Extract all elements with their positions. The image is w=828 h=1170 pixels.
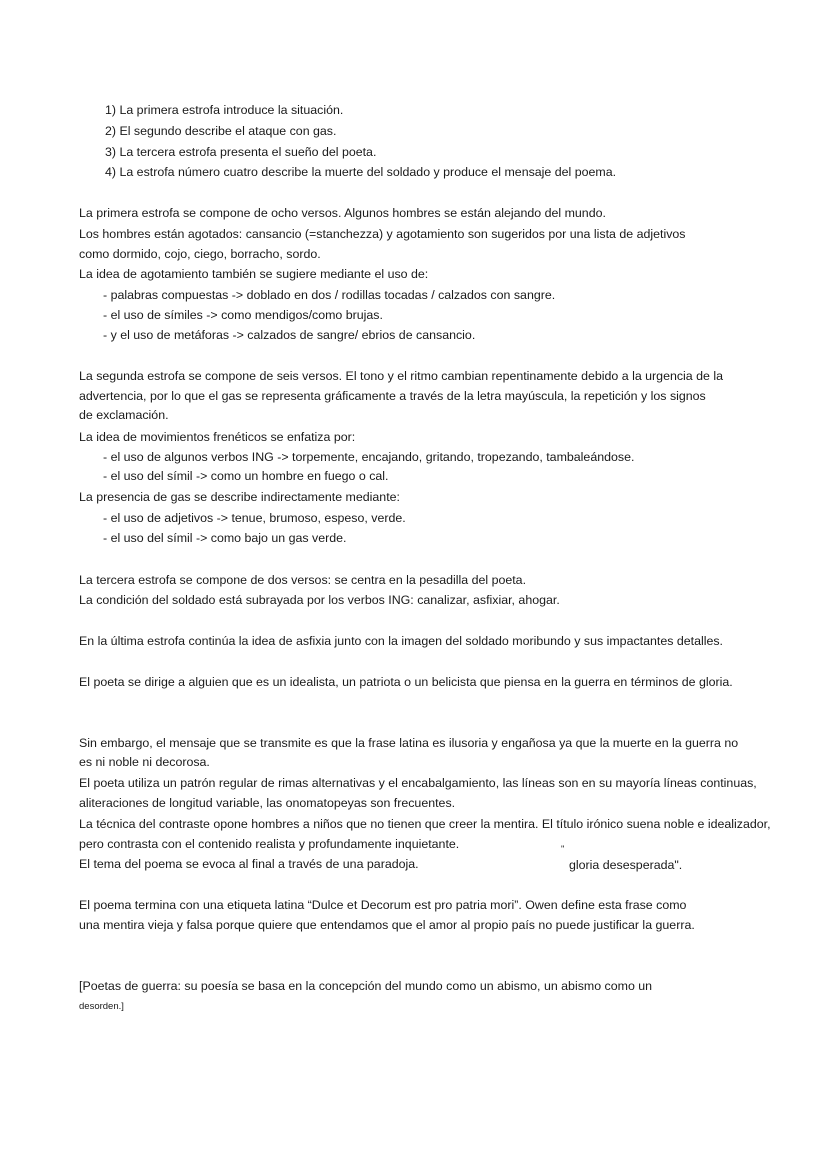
- paragraph-line: La tercera estrofa se compone de dos versos: se centra en la pesadilla del poeta.: [79, 573, 527, 587]
- paragraph-line: una mentira vieja y falsa porque quiere que entendamos que el amor al propio país no puede justificar la guerra.: [79, 918, 695, 932]
- summary-item-3: 3) La tercera estrofa presenta el sueño del poeta.: [105, 145, 377, 159]
- quote-tail: gloria desesperada".: [569, 858, 683, 872]
- paragraph-line: La segunda estrofa se compone de seis versos. El tono y el ritmo cambian repentinamente debido a la urgencia de la: [79, 369, 724, 383]
- paragraph-line: advertencia, por lo que el gas se representa gráficamente a través de la letra mayúscula, la repetición y los signos: [79, 389, 706, 403]
- summary-item-4: 4) La estrofa número cuatro describe la muerte del soldado y produce el mensaje del poema.: [105, 165, 617, 179]
- paragraph-line: de exclamación.: [79, 408, 169, 422]
- paragraph-line: La presencia de gas se describe indirectamente mediante:: [79, 490, 400, 504]
- summary-item-2: 2) El segundo describe el ataque con gas.: [105, 124, 337, 138]
- paragraph-line: La condición del soldado está subrayada por los verbos ING: canalizar, asfixiar, ahogar.: [79, 593, 560, 607]
- paragraph-line: La técnica del contraste opone hombres a niños que no tienen que creer la mentira. El título irónico suena noble e idealizador,: [79, 817, 771, 831]
- bullet-item: - el uso del símil -> como un hombre en fuego o cal.: [103, 469, 389, 483]
- paragraph-line: La idea de agotamiento también se sugiere mediante el uso de:: [79, 267, 429, 281]
- paragraph-line: La idea de movimientos frenéticos se enfatiza por:: [79, 430, 356, 444]
- paragraph-line: [Poetas de guerra: su poesía se basa en la concepción del mundo como un abismo, un abismo como un: [79, 979, 653, 993]
- paragraph-line-small: desorden.]: [79, 1001, 124, 1012]
- paragraph-line: como dormido, cojo, ciego, borracho, sordo.: [79, 247, 321, 261]
- bullet-item: - el uso de algunos verbos ING -> torpemente, encajando, gritando, tropezando, tambaleándose.: [103, 450, 635, 464]
- paragraph-line: La primera estrofa se compone de ocho versos. Algunos hombres se están alejando del mundo.: [79, 206, 606, 220]
- paragraph-line: pero contrasta con el contenido realista y profundamente inquietante.: [79, 837, 460, 851]
- paragraph-line: Sin embargo, el mensaje que se transmite es que la frase latina es ilusoria y engañosa ya que la muerte en la guerra no: [79, 736, 739, 750]
- paragraph-line: El poema termina con una etiqueta latina “Dulce et Decorum est pro patria mori”. Owen define esta frase como: [79, 898, 687, 912]
- bullet-item: - el uso de símiles -> como mendigos/como brujas.: [103, 308, 383, 322]
- paragraph-line: El tema del poema se evoca al final a través de una paradoja.: [79, 857, 419, 871]
- bullet-item: - el uso del símil -> como bajo un gas verde.: [103, 531, 347, 545]
- summary-item-1: 1) La primera estrofa introduce la situación.: [105, 103, 344, 117]
- paragraph-line: El poeta se dirige a alguien que es un idealista, un patriota o un belicista que piensa en la guerra en términos de gloria.: [79, 675, 733, 689]
- paragraph-line: es ni noble ni decorosa.: [79, 755, 210, 769]
- bullet-item: - palabras compuestas -> doblado en dos / rodillas tocadas / calzados con sangre.: [103, 288, 556, 302]
- paragraph-line: En la última estrofa continúa la idea de asfixia junto con la imagen del soldado moribundo y sus impactantes detalles.: [79, 634, 724, 648]
- bullet-item: - y el uso de metáforas -> calzados de sangre/ ebrios de cansancio.: [103, 328, 476, 342]
- paragraph-line: Los hombres están agotados: cansancio (=stanchezza) y agotamiento son sugeridos por una lista de adjetivos: [79, 227, 686, 241]
- bullet-item: - el uso de adjetivos -> tenue, brumoso, espeso, verde.: [103, 511, 406, 525]
- paragraph-line: aliteraciones de longitud variable, las onomatopeyas son frecuentes.: [79, 796, 456, 810]
- paragraph-line: El poeta utiliza un patrón regular de rimas alternativas y el encabalgamiento, las líneas son en su mayoría líneas continuas,: [79, 776, 757, 790]
- quote-mark: ": [561, 844, 565, 855]
